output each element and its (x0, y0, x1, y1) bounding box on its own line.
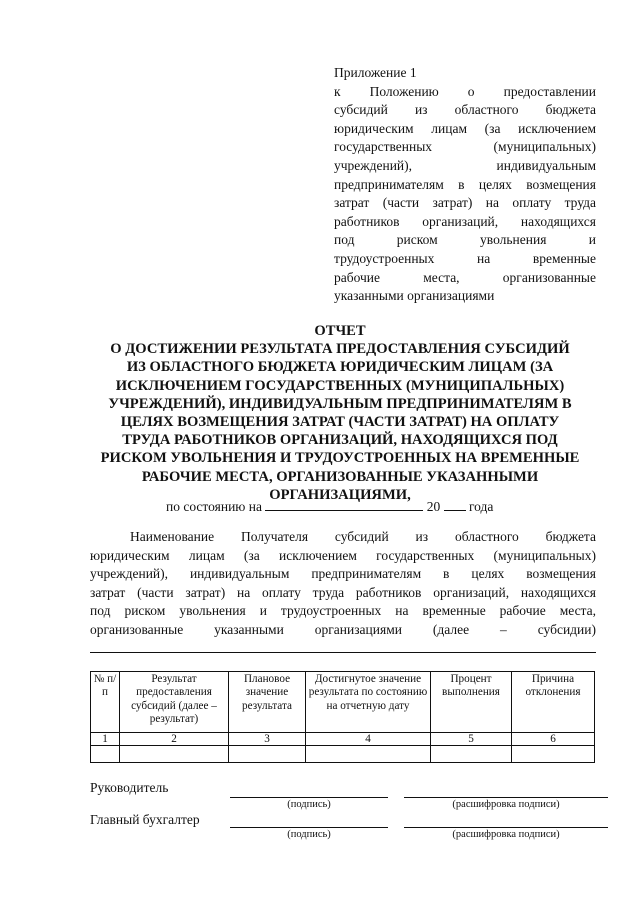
year-prefix: 20 (426, 499, 441, 514)
accountant-signature-decode-field[interactable] (404, 826, 608, 828)
header-cell-reason: Причина отклонения (512, 672, 595, 733)
empty-cell[interactable] (120, 746, 229, 763)
as-of-date-line (166, 498, 493, 515)
title-line: ИЗ ОБЛАСТНОГО БЮДЖЕТА ЮРИДИЧЕСКИМ ЛИЦАМ (ЗА (126, 359, 554, 376)
empty-cell[interactable] (306, 746, 431, 763)
column-number-row (91, 733, 595, 746)
header-cell-planned: Плановое значение результата (229, 672, 306, 733)
appendix-line: государственных (муниципальных) (334, 139, 596, 155)
appendix-line: юридическим лицам (за исключением (334, 120, 596, 136)
empty-cell[interactable] (431, 746, 512, 763)
column-number-cell: 1 (91, 733, 120, 746)
title-line: РИСКОМ УВОЛЬНЕНИЯ И ТРУДОУСТРОЕННЫХ НА ВРЕМЕННЫЕ (100, 450, 580, 467)
head-decode-caption: (расшифровка подписи) (452, 799, 560, 810)
appendix-line: к Положению о предоставлении (334, 83, 596, 99)
paragraph-line: Наименование Получателя субсидий из областного бюджета (130, 529, 596, 544)
column-number-cell: 2 (120, 733, 229, 746)
appendix-line: под риском увольнения и (334, 232, 596, 248)
appendix-line: затрат (части затрат) на оплату труда (334, 195, 596, 211)
table-header-row (91, 672, 595, 733)
appendix-line: рабочие места, организованные (334, 269, 596, 285)
as-of-suffix: года (468, 499, 494, 514)
recipient-name-blank-field[interactable] (90, 642, 596, 653)
date-blank-field[interactable] (265, 498, 423, 511)
appendix-line: субсидий из областного бюджета (334, 102, 596, 118)
appendix-block (334, 64, 596, 306)
empty-cell[interactable] (512, 746, 595, 763)
accountant-decode-caption: (расшифровка подписи) (452, 829, 560, 840)
header-cell-result: Результат предоставления субсидий (далее – результат) (120, 672, 229, 733)
report-table (90, 671, 595, 763)
title-line: УЧРЕЖДЕНИЙ), ИНДИВИДУАЛЬНЫМ ПРЕДПРИНИМАТЕЛЯМ В (108, 395, 572, 412)
accountant-signature-field[interactable] (230, 826, 388, 828)
head-signature-caption: (подпись) (287, 799, 331, 810)
appendix-line: предпринимателям в целях возмещения (334, 176, 596, 192)
header-cell-achieved: Достигнутое значение результата по состоянию на отчетную дату (306, 672, 431, 733)
empty-cell[interactable] (229, 746, 306, 763)
paragraph-line: организованные указанными организациями (далее – субсидии) (90, 621, 596, 637)
recipient-paragraph (90, 528, 596, 653)
title-line: ИСКЛЮЧЕНИЕМ ГОСУДАРСТВЕННЫХ (МУНИЦИПАЛЬНЫХ) (115, 377, 565, 394)
column-number-cell: 5 (431, 733, 512, 746)
head-label: Руководитель (90, 780, 169, 795)
head-signature-decode-field[interactable] (404, 796, 608, 798)
empty-cell[interactable] (91, 746, 120, 763)
title-line: ЦЕЛЯХ ВОЗМЕЩЕНИЯ ЗАТРАТ (ЧАСТИ ЗАТРАТ) НА ОПЛАТУ (120, 414, 560, 431)
appendix-line: работников организаций, находящихся (334, 213, 596, 229)
title-line: ТРУДА РАБОТНИКОВ ОРГАНИЗАЦИЙ, НАХОДЯЩИХСЯ ПОД (122, 432, 558, 449)
appendix-line: Приложение 1 (334, 65, 417, 80)
paragraph-line: юридическим лицам (за исключением государственных (муниципальных) (90, 547, 596, 563)
appendix-line: указанными организациями (334, 288, 495, 304)
accountant-label: Главный бухгалтер (90, 812, 200, 827)
header-cell-percent: Процент выполнения (431, 672, 512, 733)
appendix-line: трудоустроенных на временные (334, 250, 596, 266)
header-cell-number: № п/п (91, 672, 120, 733)
column-number-cell: 4 (306, 733, 431, 746)
report-title (80, 322, 600, 504)
paragraph-line: учреждений), индивидуальным предпринимателям в целях возмещения (90, 566, 596, 582)
as-of-prefix: по состоянию на (166, 499, 262, 514)
title-line: О ДОСТИЖЕНИИ РЕЗУЛЬТАТА ПРЕДОСТАВЛЕНИЯ СУБСИДИЙ (110, 341, 570, 358)
column-number-cell: 6 (512, 733, 595, 746)
title-line: ОРГАНИЗАЦИЯМИ, (269, 486, 411, 503)
paragraph-line: под риском увольнения и трудоустроенных на временные рабочие места, (90, 603, 596, 619)
head-signature-field[interactable] (230, 796, 388, 798)
column-number-cell: 3 (229, 733, 306, 746)
title-line: ОТЧЕТ (314, 323, 366, 339)
year-blank-field[interactable] (444, 498, 466, 511)
accountant-signature-caption: (подпись) (287, 829, 331, 840)
title-line: РАБОЧИЕ МЕСТА, ОРГАНИЗОВАННЫЕ УКАЗАННЫМИ (141, 468, 539, 485)
table-row (91, 746, 595, 763)
paragraph-line: затрат (части затрат) на оплату труда работников организаций, находящихся (90, 584, 596, 600)
appendix-line: учреждений), индивидуальным (334, 157, 596, 173)
